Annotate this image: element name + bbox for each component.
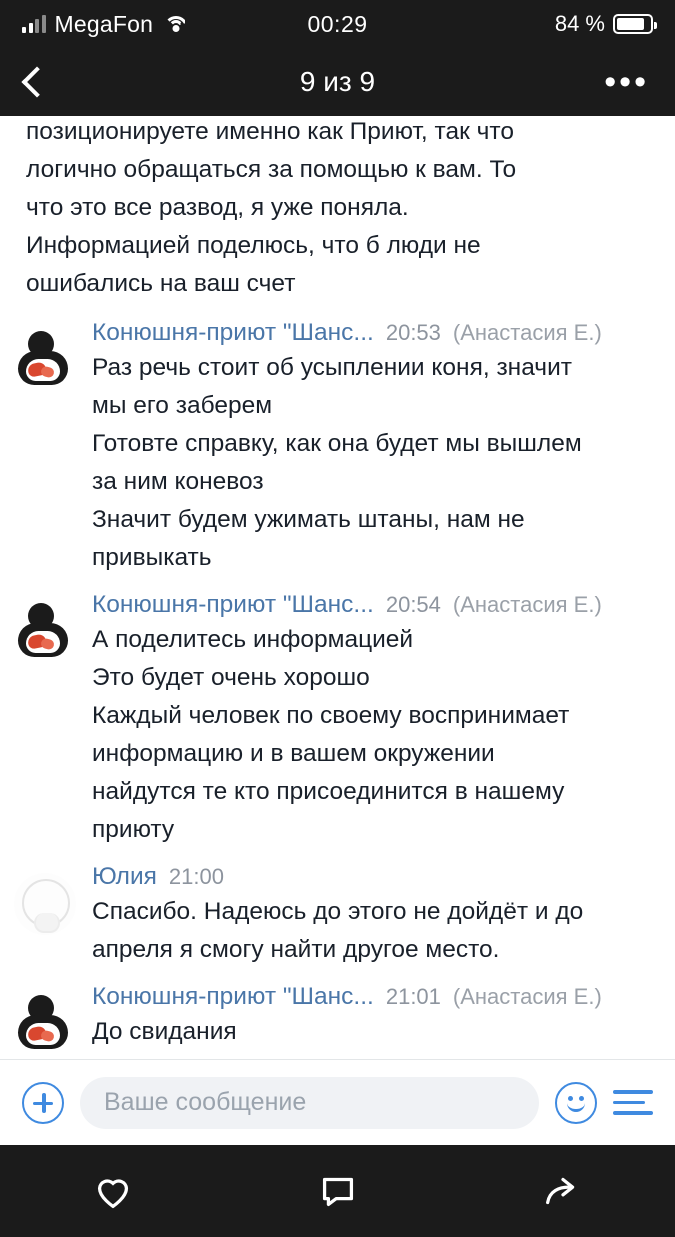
message-body (92, 591, 661, 849)
message-group (14, 581, 661, 853)
sender-name[interactable]: Конюшня-приют "Шанс... (92, 591, 374, 618)
message-line: ошибались на ваш счет (26, 270, 296, 297)
message-input-placeholder: Ваше сообщение (104, 1088, 307, 1116)
message-clipped (14, 113, 661, 309)
message-line: А поделитесь информацией (92, 626, 414, 653)
message-byline: (Анастасия Е.) (452, 592, 602, 617)
horse-shelter-avatar[interactable] (14, 329, 76, 391)
sender-name[interactable]: Конюшня-приют "Шанс... (92, 983, 374, 1010)
message-line: логично обращаться за помощью к вам. То (26, 156, 517, 183)
message-line: за ним коневоз (92, 468, 264, 495)
message-body (92, 983, 661, 1055)
message-line: что это все развод, я уже поняла. (26, 194, 409, 221)
comment-icon[interactable] (315, 1168, 361, 1214)
message-line: привыкать (92, 544, 212, 571)
horse-shelter-avatar[interactable] (14, 601, 76, 663)
message-line: Раз речь стоит об усыплении коня, значит (92, 354, 572, 381)
message-body (92, 319, 661, 577)
nav-bar (0, 48, 675, 116)
message-body (92, 863, 661, 969)
plus-circle-icon[interactable] (22, 1082, 64, 1124)
message-list[interactable] (0, 116, 675, 1059)
message-input[interactable] (80, 1077, 539, 1129)
status-bar (0, 0, 675, 48)
sender-name[interactable]: Конюшня-приют "Шанс... (92, 319, 374, 346)
message-meta (92, 863, 655, 891)
message-line: найдутся те кто присоединится в нашему (92, 778, 565, 805)
message-meta (92, 591, 655, 619)
share-icon[interactable] (540, 1168, 586, 1214)
carrier-label: MegaFon (54, 10, 154, 37)
message-line: Каждый человек по своему воспринимает (92, 702, 570, 729)
horse-shelter-avatar[interactable] (14, 993, 76, 1055)
user-avatar[interactable] (14, 873, 76, 935)
message-line: приюту (92, 816, 175, 843)
battery-percent-label: 84 % (554, 11, 605, 36)
message-line: мы его заберем (92, 392, 273, 419)
message-line: апреля я смогу найти другое место. (92, 936, 500, 963)
message-time: 21:01 (385, 984, 441, 1009)
avatar-column[interactable] (14, 591, 92, 849)
heart-icon[interactable] (90, 1168, 136, 1214)
message-time: 20:53 (385, 320, 441, 345)
avatar-column[interactable] (14, 319, 92, 577)
smiley-icon[interactable] (555, 1082, 597, 1124)
sender-name[interactable]: Юлия (92, 863, 157, 890)
message-meta (92, 983, 655, 1011)
message-line: позиционируете именно как Приют, так что (26, 118, 514, 145)
message-line: До свидания (92, 1018, 237, 1045)
message-time: 21:00 (168, 864, 224, 889)
page-title: 9 из 9 (299, 66, 376, 97)
message-group (14, 309, 661, 581)
message-group (14, 853, 661, 973)
clock-label: 00:29 (307, 10, 368, 37)
message-time: 20:54 (385, 592, 441, 617)
avatar-column[interactable] (14, 983, 92, 1055)
message-byline: (Анастасия Е.) (452, 984, 602, 1009)
more-options-button[interactable]: ••• (604, 62, 649, 101)
message-byline: (Анастасия Е.) (452, 320, 602, 345)
hamburger-icon[interactable] (613, 1083, 653, 1122)
avatar-column[interactable] (14, 863, 92, 969)
message-line: Это будет очень хорошо (92, 664, 370, 691)
message-line: Значит будем ужимать штаны, нам не (92, 506, 525, 533)
bottom-toolbar (0, 1145, 675, 1237)
message-meta (92, 319, 655, 347)
message-group (14, 973, 661, 1059)
battery-icon (613, 14, 653, 34)
message-line: Информацией поделюсь, что б люди не (26, 232, 481, 259)
message-line: Спасибо. Надеюсь до этого не дойдёт и до (92, 898, 584, 925)
message-line: Готовте справку, как она будет мы вышлем (92, 430, 582, 457)
message-composer (0, 1059, 675, 1145)
message-line: информацию и в вашем окружении (92, 740, 495, 767)
